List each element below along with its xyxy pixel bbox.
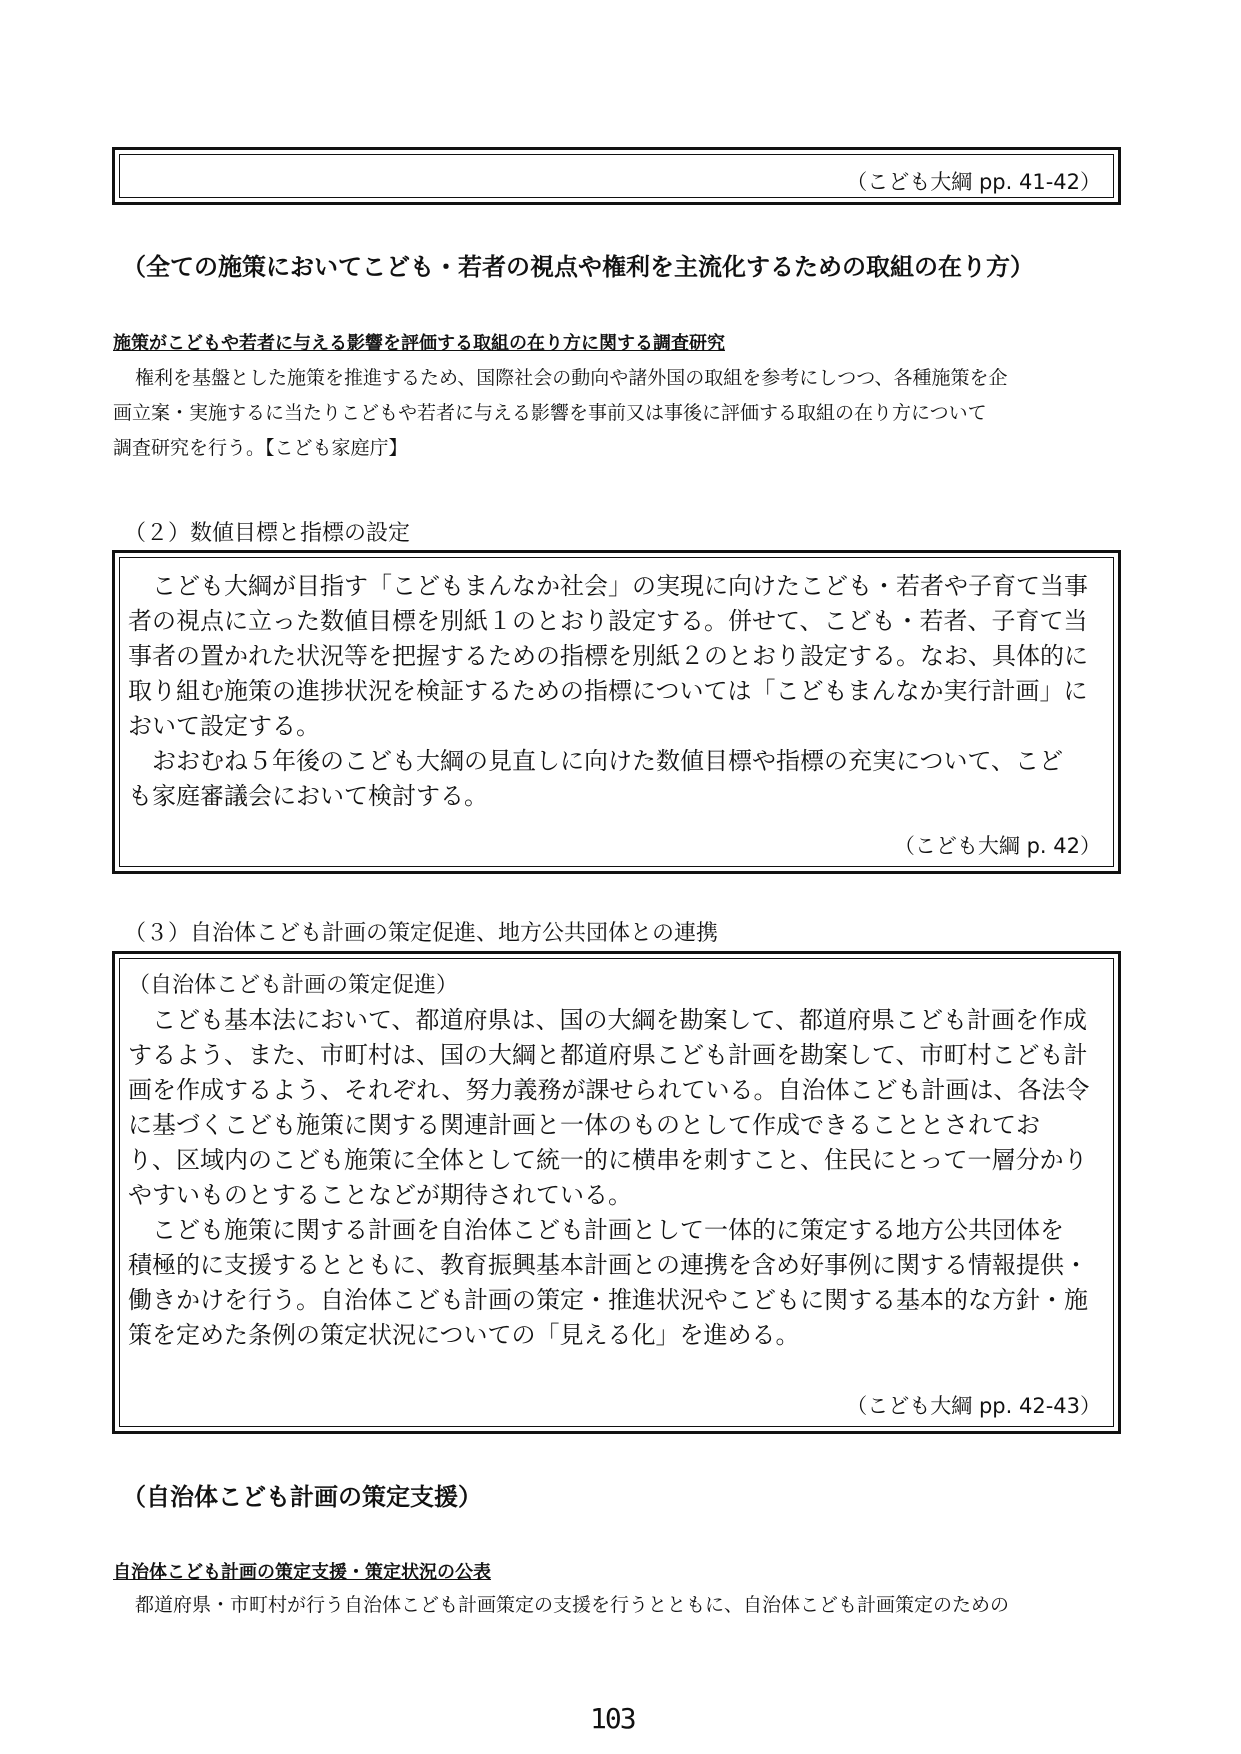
box-line: も家庭審議会において検討する。 [128,782,488,810]
box-line: 画を作成するよう、それぞれ、努力義務が課せられている。自治体こども計画は、各法令 [128,1076,1090,1104]
box-line: り、区域内のこども施策に全体として統一的に横串を刺すこと、住民にとって一層分かり [128,1146,1088,1174]
item-title-plan-support: 自治体こども計画の策定支援・策定状況の公表 [113,1562,491,1583]
top-reference-box [112,147,1121,205]
section-heading-mainstreaming: （全ての施策においてこども・若者の視点や権利を主流化するための取組の在り方） [122,253,1034,281]
box-line: やすいものとすることなどが期待されている。 [128,1181,632,1209]
box-line: こども基本法において、都道府県は、国の大綱を勘案して、都道府県こども計画を作成 [152,1006,1088,1034]
box-line: 積極的に支援するとともに、教育振興基本計画との連携を含め好事例に関する情報提供・ [128,1251,1088,1279]
box-line: こども施策に関する計画を自治体こども計画として一体的に策定する地方公共団体を [152,1216,1064,1244]
box-reference: （こども大綱 p. 42） [893,834,1101,858]
box-line: 者の視点に立った数値目標を別紙１のとおり設定する。併せて、こども・若者、子育て当 [128,607,1088,635]
box-line: に基づくこども施策に関する関連計画と一体のものとして作成できることとされてお [128,1111,1040,1139]
page-number: 103 [590,1702,635,1735]
box-line: こども大綱が目指す「こどもまんなか社会」の実現に向けたこども・若者や子育て当事 [152,572,1088,600]
targets-indicators-box [112,550,1121,874]
box-line: 策を定めた条例の策定状況についての「見える化」を進める。 [128,1321,800,1349]
box-line: おいて設定する。 [128,712,320,740]
box-line: するよう、また、市町村は、国の大綱と都道府県こども計画を勘案して、市町村こども計 [128,1041,1088,1069]
section-heading-plan-support: （自治体こども計画の策定支援） [122,1483,482,1511]
item-text-line-1: 権利を基盤とした施策を推進するため、国際社会の動向や諸外国の取組を参考にしつつ、各種施策を企 [135,367,1008,389]
item-text-line-2: 画立案・実施するに当たりこどもや若者に与える影響を事前又は事後に評価する取組の在り方について [113,402,987,424]
box-line: 働きかけを行う。自治体こども計画の策定・推進状況やこどもに関する基本的な方針・施 [128,1286,1088,1314]
top-box-reference: （こども大綱 pp. 41-42） [846,170,1101,194]
box-line: 取り組む施策の進捗状況を検証するための指標については「こどもまんなか実行計画」に [128,677,1088,705]
box-reference: （こども大綱 pp. 42-43） [846,1394,1101,1418]
item-text-line-1: 都道府県・市町村が行う自治体こども計画策定の支援を行うとともに、自治体こども計画策定のための [135,1594,1010,1616]
box-line: 事者の置かれた状況等を把握するための指標を別紙２のとおり設定する。なお、具体的に [128,642,1088,670]
item-text-line-3: 調査研究を行う。【こども家庭庁】 [113,437,408,459]
local-plans-box [112,951,1121,1434]
box-subheading: （自治体こども計画の策定促進） [128,973,459,998]
section-title-targets-indicators: （２）数値目標と指標の設定 [124,521,411,546]
item-title-impact-assessment: 施策がこどもや若者に与える影響を評価する取組の在り方に関する調査研究 [113,333,725,354]
section-title-local-plans: （３）自治体こども計画の策定促進、地方公共団体との連携 [124,921,719,946]
box-line: おおむね５年後のこども大綱の見直しに向けた数値目標や指標の充実について、こど [152,747,1064,775]
